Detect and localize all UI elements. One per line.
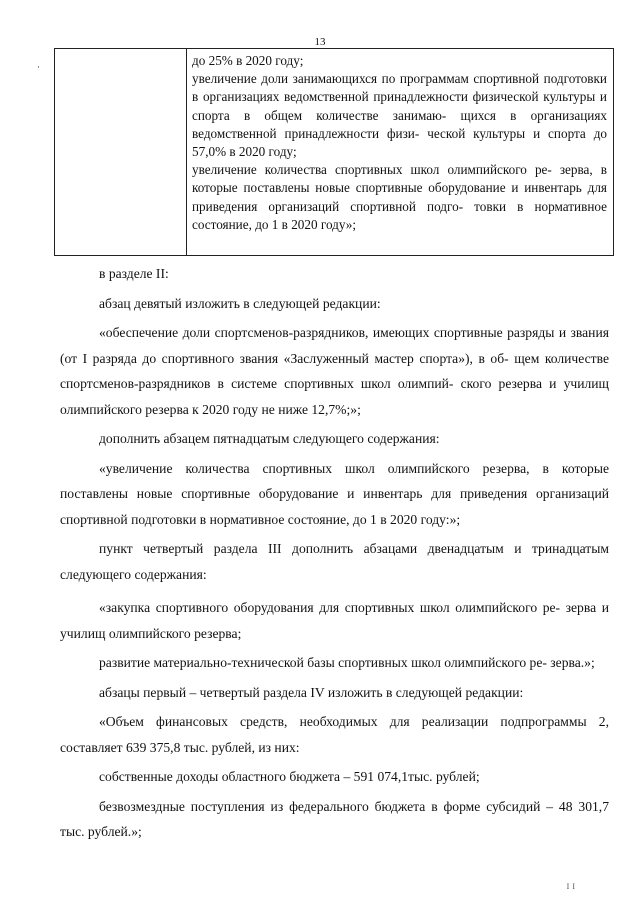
paragraph: развитие материально-технической базы спортивных школ олимпийского ре- зерва.»; xyxy=(99,655,595,670)
paragraph: абзац девятый изложить в следующей редакции: xyxy=(99,295,381,311)
table-cell-text xyxy=(192,52,607,234)
document-body xyxy=(60,261,609,845)
table-line: увеличение доли занимающихся по программам спортивной подготовки в организациях ведомственной принадлежности физической культуры и спорта в общем количестве занимаю- щихся в организациях ведомственной принадлежности физи- ческой культуры и спорта до 57,0% в 2020 году; xyxy=(192,71,607,160)
paragraph: в разделе II: xyxy=(99,266,169,281)
paragraph: безвозмездные поступления из федерального бюджета в форме субсидий – 48 301,7 тыс. рублей.»; xyxy=(60,798,609,839)
paragraph: «обеспечение доли спортсменов-разрядников, имеющих спортивные разряды и звания (от I разряда до спортивного звания «Заслуженный мастер спорта»), в об- щем количестве спортсменов-разрядников в системе спортивных школ олимпий- ского резерва и училищ олимпийского резерва к 2020 году не ниже 12,7%;»; xyxy=(60,325,609,417)
paragraph: «закупка спортивного оборудования для спортивных школ олимпийского ре- зерва и училищ олимпийского резерва; xyxy=(60,600,609,641)
footer-mark: II xyxy=(566,882,578,891)
table-column-divider xyxy=(186,49,187,255)
paragraph: абзацы первый – четвертый раздела IV изложить в следующей редакции: xyxy=(99,684,524,700)
paragraph: «Объем финансовых средств, необходимых для реализации подпрограммы 2, составляет 639 375,8 тыс. рублей, из них: xyxy=(60,714,609,755)
page-number: 13 xyxy=(314,36,326,48)
table-line: до 25% в 2020 году; xyxy=(192,53,304,68)
paragraph: «увеличение количества спортивных школ олимпийского резерва, в которые поставлены новые спортивные оборудование и инвентарь для приведения организаций спортивной подготовки в нормативное состояние, до 1 в 2020 году:»; xyxy=(60,460,609,527)
paragraph: пункт четвертый раздела III дополнить абзацами двенадцатым и тринадцатым следующего содержания: xyxy=(60,541,609,582)
scan-speck: · xyxy=(37,62,40,72)
paragraph: дополнить абзацем пятнадцатым следующего содержания: xyxy=(99,431,440,446)
table-fragment xyxy=(54,48,614,256)
table-line: увеличение количества спортивных школ олимпийского ре- зерва, в которые поставлены новые спортивные оборудование и инвентарь для приведения организаций спортивной подго- товки в нормативное состояние, до 1 в 2020 году»; xyxy=(192,162,607,232)
paragraph: собственные доходы областного бюджета – 591 074,1тыс. рублей; xyxy=(99,769,480,784)
